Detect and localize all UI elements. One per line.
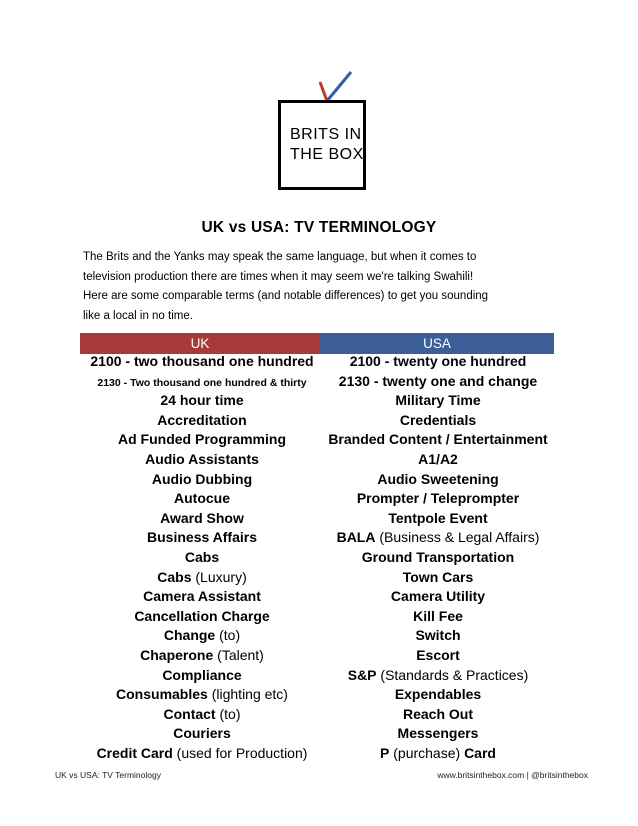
usa-term-text: Camera Utility — [390, 588, 486, 605]
uk-term-note: (to) — [215, 705, 241, 722]
logo-antenna-blue — [327, 72, 351, 101]
table-row — [80, 548, 554, 568]
uk-term-text: Change — [163, 627, 216, 644]
uk-term-text: Autocue — [174, 490, 230, 507]
uk-term-text: Camera Assistant — [143, 588, 261, 605]
usa-term-suffix: Card — [464, 744, 496, 761]
logo-line-2: THE BOX — [290, 146, 364, 163]
usa-term-text: Escort — [416, 646, 460, 663]
usa-term — [322, 568, 554, 588]
uk-term — [80, 646, 324, 666]
uk-term-text: Accreditation — [157, 411, 247, 428]
uk-term-text: Couriers — [173, 725, 231, 742]
uk-term — [80, 450, 324, 470]
usa-term-text: Credentials — [399, 411, 477, 428]
uk-term — [80, 705, 324, 725]
table-row — [80, 489, 554, 509]
uk-term — [80, 587, 324, 607]
uk-term — [80, 607, 324, 627]
usa-term — [322, 646, 554, 666]
terminology-table — [80, 352, 554, 763]
uk-term-text: 2130 - Two thousand one hundred & thirty — [97, 376, 307, 389]
uk-term — [80, 509, 324, 529]
intro-line: television production there are times when it may seem we're talking Swahili! — [83, 270, 474, 283]
table-row — [80, 391, 554, 411]
uk-term — [80, 528, 324, 548]
uk-term-text: Audio Assistants — [145, 450, 259, 467]
uk-term-text: Award Show — [160, 509, 244, 526]
logo-box — [278, 100, 366, 190]
uk-term — [80, 724, 324, 744]
uk-term — [80, 411, 324, 431]
uk-term — [80, 568, 324, 588]
uk-term — [80, 489, 324, 509]
usa-term — [322, 372, 554, 392]
logo-line-1: BRITS IN — [290, 126, 362, 143]
logo-antenna-red — [320, 82, 327, 101]
usa-term-text: Military Time — [395, 392, 481, 409]
uk-term — [80, 391, 324, 411]
usa-term — [322, 489, 554, 509]
usa-term-text: A1/A2 — [418, 450, 458, 467]
uk-term-text: Cabs — [157, 568, 192, 585]
table-row — [80, 352, 554, 372]
uk-term-note: (Talent) — [213, 646, 264, 663]
usa-term — [322, 705, 554, 725]
uk-term-note: (lighting etc) — [207, 686, 288, 703]
usa-term-text: Town Cars — [402, 568, 474, 585]
usa-term — [322, 607, 554, 627]
footer-left: UK vs USA: TV Terminology — [55, 770, 161, 780]
uk-term-text: Cabs — [184, 548, 220, 565]
uk-term-note: (used for Production) — [172, 744, 308, 761]
table-row — [80, 509, 554, 529]
table-row — [80, 744, 554, 764]
table-row — [80, 666, 554, 686]
table-row — [80, 430, 554, 450]
table-row — [80, 470, 554, 490]
uk-term-note: (Luxury) — [191, 568, 247, 585]
uk-term-text: Compliance — [162, 666, 242, 683]
table-row — [80, 587, 554, 607]
intro-paragraph — [83, 248, 563, 326]
usa-term-text: Branded Content / Entertainment — [328, 431, 548, 448]
intro-line: Here are some comparable terms (and notable differences) to get you sounding — [83, 290, 489, 303]
usa-term-text: Kill Fee — [413, 607, 463, 624]
usa-term-text: Audio Sweetening — [377, 470, 499, 487]
usa-term-text: Reach Out — [402, 705, 473, 722]
usa-term — [322, 666, 554, 686]
uk-term — [80, 685, 324, 705]
usa-term — [322, 744, 554, 764]
table-row — [80, 705, 554, 725]
uk-term — [80, 626, 324, 646]
uk-term-text: 2100 - two thousand one hundred — [90, 353, 314, 369]
usa-term — [322, 548, 554, 568]
usa-term-text: Tentpole Event — [388, 509, 488, 526]
usa-term-text: 2130 - twenty one and change — [338, 372, 538, 389]
table-row — [80, 685, 554, 705]
usa-term — [322, 626, 554, 646]
uk-term-text: Chaperone — [140, 646, 214, 663]
table-row — [80, 626, 554, 646]
table-row — [80, 450, 554, 470]
usa-term-note: (purchase) — [389, 744, 465, 761]
usa-term-text: Ground Transportation — [361, 548, 515, 565]
uk-term-text: Consumables — [116, 686, 208, 703]
uk-term — [80, 352, 324, 372]
uk-term-text: Credit Card — [96, 744, 173, 761]
usa-term — [322, 509, 554, 529]
table-row — [80, 411, 554, 431]
uk-term-text: 24 hour time — [160, 392, 244, 409]
usa-term — [322, 450, 554, 470]
uk-term-text: Contact — [163, 705, 216, 722]
uk-term-text: Audio Dubbing — [151, 470, 253, 487]
logo — [278, 70, 378, 196]
table-row — [80, 372, 554, 392]
table-row — [80, 724, 554, 744]
column-header-usa: USA — [320, 333, 554, 354]
table-row — [80, 528, 554, 548]
usa-term-note: (Business & Legal Affairs) — [375, 529, 540, 546]
usa-term — [322, 430, 554, 450]
uk-term-text: Ad Funded Programming — [118, 431, 286, 448]
uk-term-note: (to) — [215, 627, 241, 644]
usa-term-text: P — [380, 744, 390, 761]
usa-term-text: BALA — [336, 529, 376, 546]
column-header-uk: UK — [80, 333, 320, 354]
uk-term — [80, 430, 324, 450]
page-title: UK vs USA: TV TERMINOLOGY — [201, 219, 437, 236]
usa-term-text: 2100 - twenty one hundred — [349, 353, 527, 369]
usa-term — [322, 587, 554, 607]
usa-term-text: S&P — [347, 666, 377, 683]
usa-term — [322, 724, 554, 744]
usa-term — [322, 411, 554, 431]
footer-right: www.britsinthebox.com | @britsinthebox — [437, 770, 588, 780]
table-row — [80, 568, 554, 588]
uk-term — [80, 666, 324, 686]
usa-term-text: Messengers — [397, 725, 479, 742]
table-row — [80, 607, 554, 627]
usa-term-text: Expendables — [394, 686, 482, 703]
table-row — [80, 646, 554, 666]
intro-line: like a local in no time. — [83, 309, 193, 322]
uk-term — [80, 548, 324, 568]
usa-term — [322, 528, 554, 548]
uk-term-text: Cancellation Charge — [134, 607, 270, 624]
usa-term — [322, 685, 554, 705]
usa-term — [322, 470, 554, 490]
uk-term-text: Business Affairs — [147, 529, 257, 546]
uk-term — [80, 470, 324, 490]
usa-term — [322, 352, 554, 372]
usa-term-text: Prompter / Teleprompter — [356, 490, 520, 507]
uk-term — [80, 744, 324, 764]
intro-line: The Brits and the Yanks may speak the same language, but when it comes to — [83, 251, 477, 263]
usa-term-text: Switch — [415, 627, 461, 644]
usa-term — [322, 391, 554, 411]
uk-term — [80, 372, 324, 394]
logo-text — [290, 125, 365, 165]
usa-term-note: (Standards & Practices) — [376, 666, 529, 683]
